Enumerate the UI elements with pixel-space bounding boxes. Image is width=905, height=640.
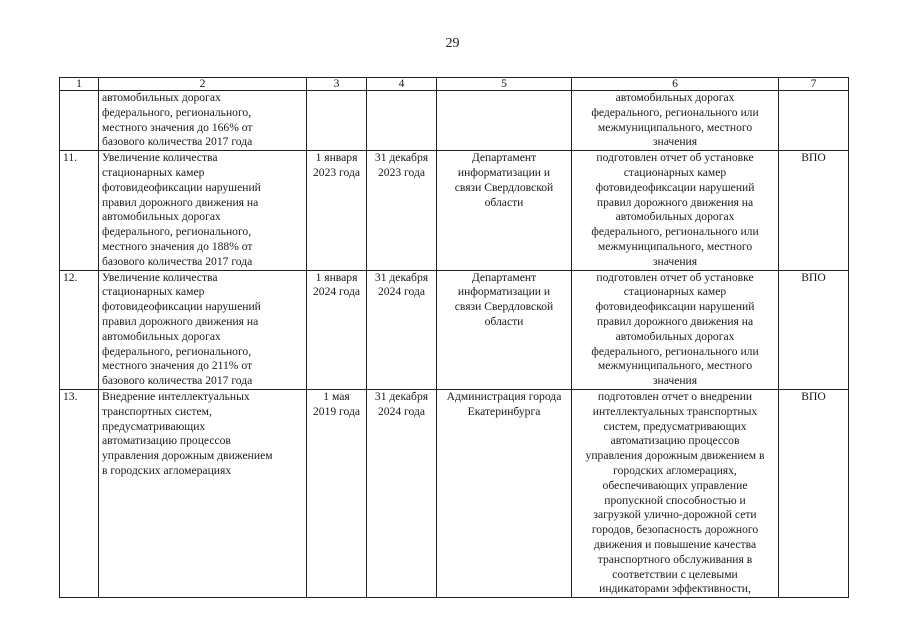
cell-line: 1 мая (323, 389, 350, 403)
cell-line: 2024 года (312, 285, 361, 299)
cell-line: Департамент (471, 151, 537, 165)
start-date-cell (307, 151, 367, 270)
column-header: 3 (307, 78, 367, 91)
cell-line: 2023 года (312, 165, 361, 179)
cell-line: систем, предусматривающих (603, 419, 747, 433)
column-header: 4 (367, 78, 437, 91)
cell-line: индикаторами эффективности, (599, 582, 751, 596)
cell-line: автомобильных дорогах (102, 210, 221, 224)
cell-line: управления дорожным движением (102, 449, 273, 463)
cell-line: фотовидеофиксации нарушений (102, 300, 261, 314)
cell-line: 2023 года (377, 165, 426, 179)
cell-line: автомобильных дорогах (102, 91, 221, 104)
task-cell (99, 389, 307, 597)
cell-line: автомобильных дорогах (102, 329, 221, 343)
cell-line: 2024 года (377, 285, 426, 299)
cell-line: автомобильных дорогах (615, 210, 735, 224)
cell-line: федерального, регионального или (591, 105, 759, 119)
plan-table (59, 77, 849, 598)
cell-line: федерального, регионального или (591, 225, 759, 239)
cell-line: фотовидеофиксации нарушений (595, 180, 755, 194)
cell-line: управления дорожным движением в (585, 449, 765, 463)
cell-line: информатизации и (457, 165, 551, 179)
task-cell (99, 270, 307, 389)
cell-line: стационарных камер (102, 285, 205, 299)
cell-line: автомобильных дорогах (615, 91, 735, 104)
cell-line: информатизации и (457, 285, 551, 299)
end-date-cell (367, 151, 437, 270)
cell-line: в городских агломерациях (102, 463, 232, 477)
cell-line: Увеличение количества (102, 270, 218, 284)
result-cell (572, 91, 779, 151)
row-number-cell: 12. (60, 270, 99, 389)
cell-line: загрузкой улично-дорожной сети (593, 508, 757, 522)
row-number-cell: 13. (60, 389, 99, 597)
cell-line: Администрация города (446, 389, 562, 403)
end-date-cell (367, 389, 437, 597)
cell-line: значения (652, 135, 698, 149)
row-number-cell: 11. (60, 151, 99, 270)
cell-line: транспортных систем, (102, 404, 212, 418)
cell-line: 2024 года (377, 404, 426, 418)
cell-line: предусматривающих (102, 419, 206, 433)
table-row (60, 91, 849, 151)
start-date-cell (307, 270, 367, 389)
start-date-cell (307, 389, 367, 597)
cell-line: подготовлен отчет о внедрении (597, 389, 753, 403)
responsible-cell (437, 270, 572, 389)
result-type-cell (779, 91, 849, 151)
cell-line: значения (652, 254, 698, 268)
table-body (60, 78, 849, 598)
cell-line: городских агломерациях, (613, 463, 737, 477)
cell-line: подготовлен отчет об установке (596, 151, 754, 165)
cell-line: местного значения до 188% от (102, 239, 253, 253)
cell-line: области (484, 195, 524, 209)
end-date-cell (367, 270, 437, 389)
cell-line: правил дорожного движения на (102, 314, 259, 328)
table-row (60, 270, 849, 389)
result-cell (572, 270, 779, 389)
task-cell (99, 151, 307, 270)
cell-line: базового количества 2017 года (102, 254, 253, 268)
page-number: 29 (445, 36, 460, 51)
cell-line: связи Свердловской (454, 300, 554, 314)
task-cell (99, 91, 307, 151)
cell-line: Департамент (471, 270, 537, 284)
cell-line: транспортного обслуживания в (597, 552, 753, 566)
cell-line: автомобильных дорогах (615, 329, 735, 343)
end-date-cell (367, 91, 437, 151)
cell-line: интеллектуальных транспортных (592, 404, 758, 418)
cell-line: фотовидеофиксации нарушений (102, 180, 261, 194)
cell-line: 2019 года (312, 404, 361, 418)
cell-line: правил дорожного движения на (102, 195, 259, 209)
cell-line: связи Свердловской (454, 180, 554, 194)
result-type-cell: ВПО (779, 389, 849, 597)
cell-line: области (484, 314, 524, 328)
start-date-cell (307, 91, 367, 151)
cell-line: Екатеринбурга (467, 404, 541, 418)
result-cell (572, 389, 779, 597)
cell-line: движения и повышение качества (593, 537, 757, 551)
responsible-cell (437, 389, 572, 597)
column-header: 1 (60, 78, 99, 91)
cell-line: правил дорожного движения на (596, 195, 754, 209)
cell-line: стационарных камер (623, 165, 727, 179)
cell-line: 1 января (315, 270, 358, 284)
cell-line: подготовлен отчет об установке (596, 270, 754, 284)
cell-line: автоматизацию процессов (610, 434, 740, 448)
cell-line: 31 декабря (374, 151, 429, 165)
cell-line: местного значения до 166% от (102, 120, 253, 134)
result-cell (572, 151, 779, 270)
table-row (60, 151, 849, 270)
table-row (60, 389, 849, 597)
cell-line: межмуниципального, местного (597, 359, 753, 373)
column-header: 6 (572, 78, 779, 91)
cell-line: пропускной способностью и (604, 493, 746, 507)
cell-line: городов, безопасность дорожного (591, 523, 759, 537)
cell-line: стационарных камер (102, 165, 205, 179)
cell-line: Увеличение количества (102, 151, 218, 165)
cell-line: местного значения до 211% от (102, 359, 253, 373)
cell-line: обеспечивающих управление (602, 478, 748, 492)
cell-line: значения (652, 374, 698, 388)
cell-line: Внедрение интеллектуальных (102, 389, 250, 403)
cell-line: правил дорожного движения на (596, 314, 754, 328)
cell-line: федерального, регионального, (102, 225, 252, 239)
result-type-cell: ВПО (779, 151, 849, 270)
cell-line: федерального, регионального, (102, 105, 252, 119)
cell-line: 31 декабря (374, 270, 429, 284)
result-type-cell: ВПО (779, 270, 849, 389)
cell-line: 1 января (315, 151, 358, 165)
cell-line: стационарных камер (623, 285, 727, 299)
cell-line: автоматизацию процессов (102, 434, 231, 448)
cell-line: межмуниципального, местного (597, 239, 753, 253)
column-number-row (60, 78, 849, 91)
cell-line: соответствии с целевыми (612, 567, 738, 581)
column-header: 5 (437, 78, 572, 91)
responsible-cell (437, 91, 572, 151)
cell-line: базового количества 2017 года (102, 374, 253, 388)
cell-line: 31 декабря (374, 389, 429, 403)
cell-line: фотовидеофиксации нарушений (595, 300, 755, 314)
column-header: 2 (99, 78, 307, 91)
cell-line: федерального, регионального или (591, 344, 759, 358)
cell-line: межмуниципального, местного (597, 120, 753, 134)
row-number-cell (60, 91, 99, 151)
responsible-cell (437, 151, 572, 270)
column-header: 7 (779, 78, 849, 91)
cell-line: федерального, регионального, (102, 344, 252, 358)
cell-line: базового количества 2017 года (102, 135, 253, 149)
